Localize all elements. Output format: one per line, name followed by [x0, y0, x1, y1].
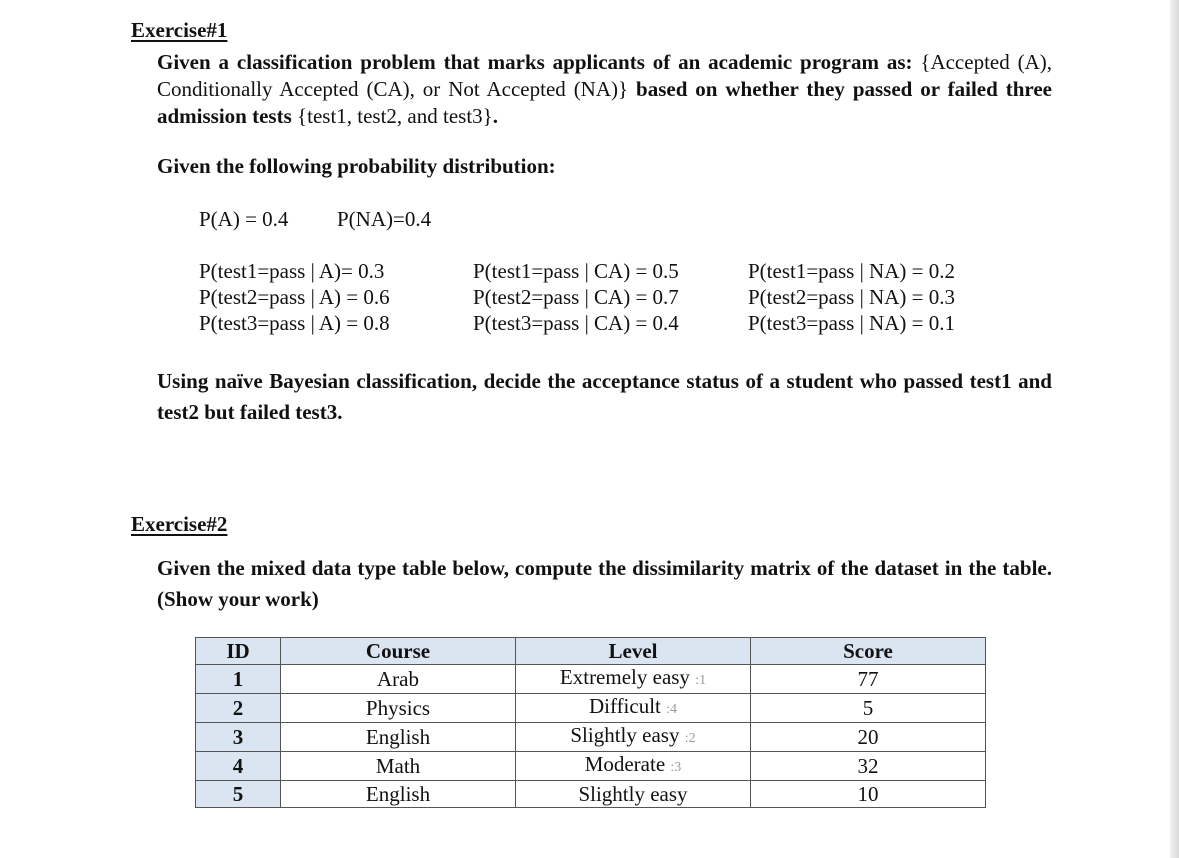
cell-score: 77 [751, 665, 986, 694]
header-score: Score [751, 638, 986, 665]
cell-score: 5 [751, 694, 986, 723]
intro-tests: {test1, test2, and test3} [297, 104, 493, 128]
cell-id: 1 [196, 665, 281, 694]
cell-id: 5 [196, 781, 281, 808]
conditionals-na [748, 258, 955, 336]
level-text: Slightly easy [570, 723, 680, 747]
cond-na-test2: P(test2=pass | NA) = 0.3 [748, 285, 955, 309]
prior-na: P(NA)=0.4 [337, 207, 432, 231]
level-rank: :4 [666, 702, 678, 717]
distribution-heading: Given the following probability distribution: [157, 154, 556, 178]
prior-a: P(A) = 0.4 [199, 207, 289, 231]
intro-part1: Given a classification problem that marks applicants of an academic program as: [157, 50, 913, 74]
table-row [196, 665, 986, 694]
mixed-data-table [195, 637, 986, 808]
cond-a-test3: P(test3=pass | A) = 0.8 [199, 311, 390, 335]
cell-id: 3 [196, 723, 281, 752]
cell-id: 4 [196, 752, 281, 781]
level-text: Slightly easy [578, 781, 688, 806]
level-text: Difficult [588, 694, 661, 718]
level-rank: :3 [670, 760, 682, 775]
header-id: ID [196, 638, 281, 665]
table-row [196, 781, 986, 808]
cell-score: 20 [751, 723, 986, 752]
cell-level [516, 665, 751, 694]
intro-period: . [492, 104, 498, 128]
cell-course: English [281, 723, 516, 752]
exercise1-question: Using naïve Bayesian classification, decide the acceptance status of a student who passed test1 and test2 but failed test3. [157, 369, 1052, 424]
exercise1-intro [157, 49, 1052, 130]
cell-score: 10 [751, 781, 986, 808]
exercise1-heading: Exercise#1 [131, 18, 228, 42]
level-text: Moderate [584, 752, 666, 776]
header-course: Course [281, 638, 516, 665]
page-edge-shadow [1170, 0, 1179, 858]
exercise2-heading: Exercise#2 [131, 512, 228, 536]
cell-level [516, 723, 751, 752]
conditionals-ca [473, 258, 679, 336]
cond-a-test2: P(test2=pass | A) = 0.6 [199, 285, 390, 309]
intro-classes: {Accepted (A), Conditionally Accepted (CA), or Not Accepted (NA)} [157, 50, 1052, 101]
cell-course: English [281, 781, 516, 808]
cond-ca-test1: P(test1=pass | CA) = 0.5 [473, 259, 679, 283]
cell-level [516, 781, 751, 808]
table-row [196, 694, 986, 723]
cond-ca-test2: P(test2=pass | CA) = 0.7 [473, 285, 679, 309]
cell-level [516, 694, 751, 723]
cell-course: Math [281, 752, 516, 781]
cond-ca-test3: P(test3=pass | CA) = 0.4 [473, 311, 679, 335]
intro-part3: based on whether they passed or failed three admission tests [157, 77, 1052, 128]
cell-level [516, 752, 751, 781]
cell-course: Physics [281, 694, 516, 723]
table-header-row [196, 638, 986, 665]
level-rank: :2 [684, 731, 696, 746]
level-rank: :1 [695, 673, 707, 688]
cond-na-test1: P(test1=pass | NA) = 0.2 [748, 259, 955, 283]
table-row [196, 752, 986, 781]
exercise2-question: Given the mixed data type table below, compute the dissimilarity matrix of the dataset in the table. (Show your work) [157, 556, 1052, 611]
cond-a-test1: P(test1=pass | A)= 0.3 [199, 259, 385, 283]
level-text: Extremely easy [559, 665, 690, 689]
cond-na-test3: P(test3=pass | NA) = 0.1 [748, 311, 955, 335]
conditionals-a [199, 258, 390, 336]
cell-id: 2 [196, 694, 281, 723]
cell-course: Arab [281, 665, 516, 694]
table-row [196, 723, 986, 752]
header-level: Level [516, 638, 751, 665]
cell-score: 32 [751, 752, 986, 781]
